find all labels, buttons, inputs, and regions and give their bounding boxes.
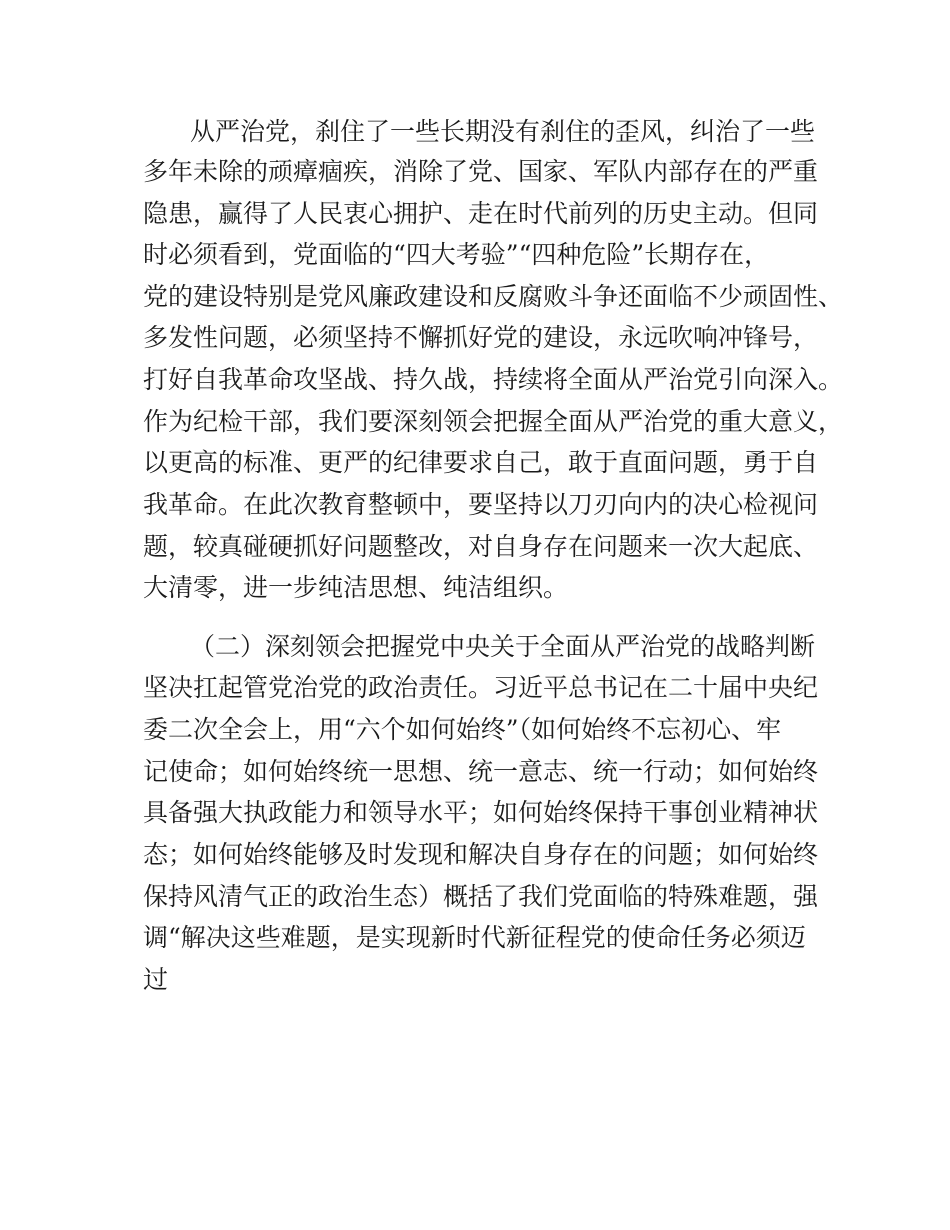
text-line: 以更高的标准、更严的纪律要求自己，敢于直面问题，勇于自 bbox=[143, 448, 819, 477]
text-line: 作为纪检干部，我们要深刻领会把握全面从严治党的重大意义， bbox=[143, 407, 844, 436]
text-line: 记使命；如何始终统一思想、统一意志、统一行动；如何始终 bbox=[143, 757, 819, 786]
text-line: 态；如何始终能够及时发现和解决自身存在的问题；如何始终 bbox=[143, 840, 819, 869]
text-line: 隐患，赢得了人民衷心拥护、走在时代前列的历史主动。但同 bbox=[143, 199, 819, 228]
text-line: 保持风清气正的政治生态）概括了我们党面临的特殊难题，强 bbox=[143, 882, 819, 911]
text-line: 具备强大执政能力和领导水平；如何始终保持干事创业精神状 bbox=[143, 798, 819, 827]
text-line: 从严治党，刹住了一些长期没有刹住的歪风，纠治了一些 bbox=[190, 117, 816, 146]
text-line: （二）深刻领会把握党中央关于全面从严治党的战略判断 bbox=[190, 632, 816, 661]
text-line: 调“解决这些难题，是实现新时代新征程党的使命任务必须迈 bbox=[143, 923, 806, 952]
text-line: 打好自我革命攻坚战、持久战，持续将全面从严治党引向深入。 bbox=[143, 365, 844, 394]
text-line: 过 bbox=[143, 965, 169, 994]
text-line: 大清零，进一步纯洁思想、纯洁组织。 bbox=[143, 573, 569, 602]
text-line: 我革命。在此次教育整顿中，要坚持以刀刃向内的决心检视问 bbox=[143, 490, 819, 519]
text-line: 坚决扛起管党治党的政治责任。习近平总书记在二十届中央纪 bbox=[143, 673, 819, 702]
text-line: 题，较真碰硬抓好问题整改，对自身存在问题来一次大起底、 bbox=[143, 532, 819, 561]
text-line: 委二次全会上，用“六个如何始终”（如何始终不忘初心、牢 bbox=[143, 715, 782, 744]
text-line: 党的建设特别是党风廉政建设和反腐败斗争还面临不少顽固性、 bbox=[143, 282, 844, 311]
text-line: 时必须看到，党面临的“四大考验”“四种危险”长期存在， bbox=[143, 240, 770, 269]
text-line: 多发性问题，必须坚持不懈抓好党的建设，永远吹响冲锋号， bbox=[143, 323, 819, 352]
text-line: 多年未除的顽瘴痼疾，消除了党、国家、军队内部存在的严重 bbox=[143, 157, 819, 186]
